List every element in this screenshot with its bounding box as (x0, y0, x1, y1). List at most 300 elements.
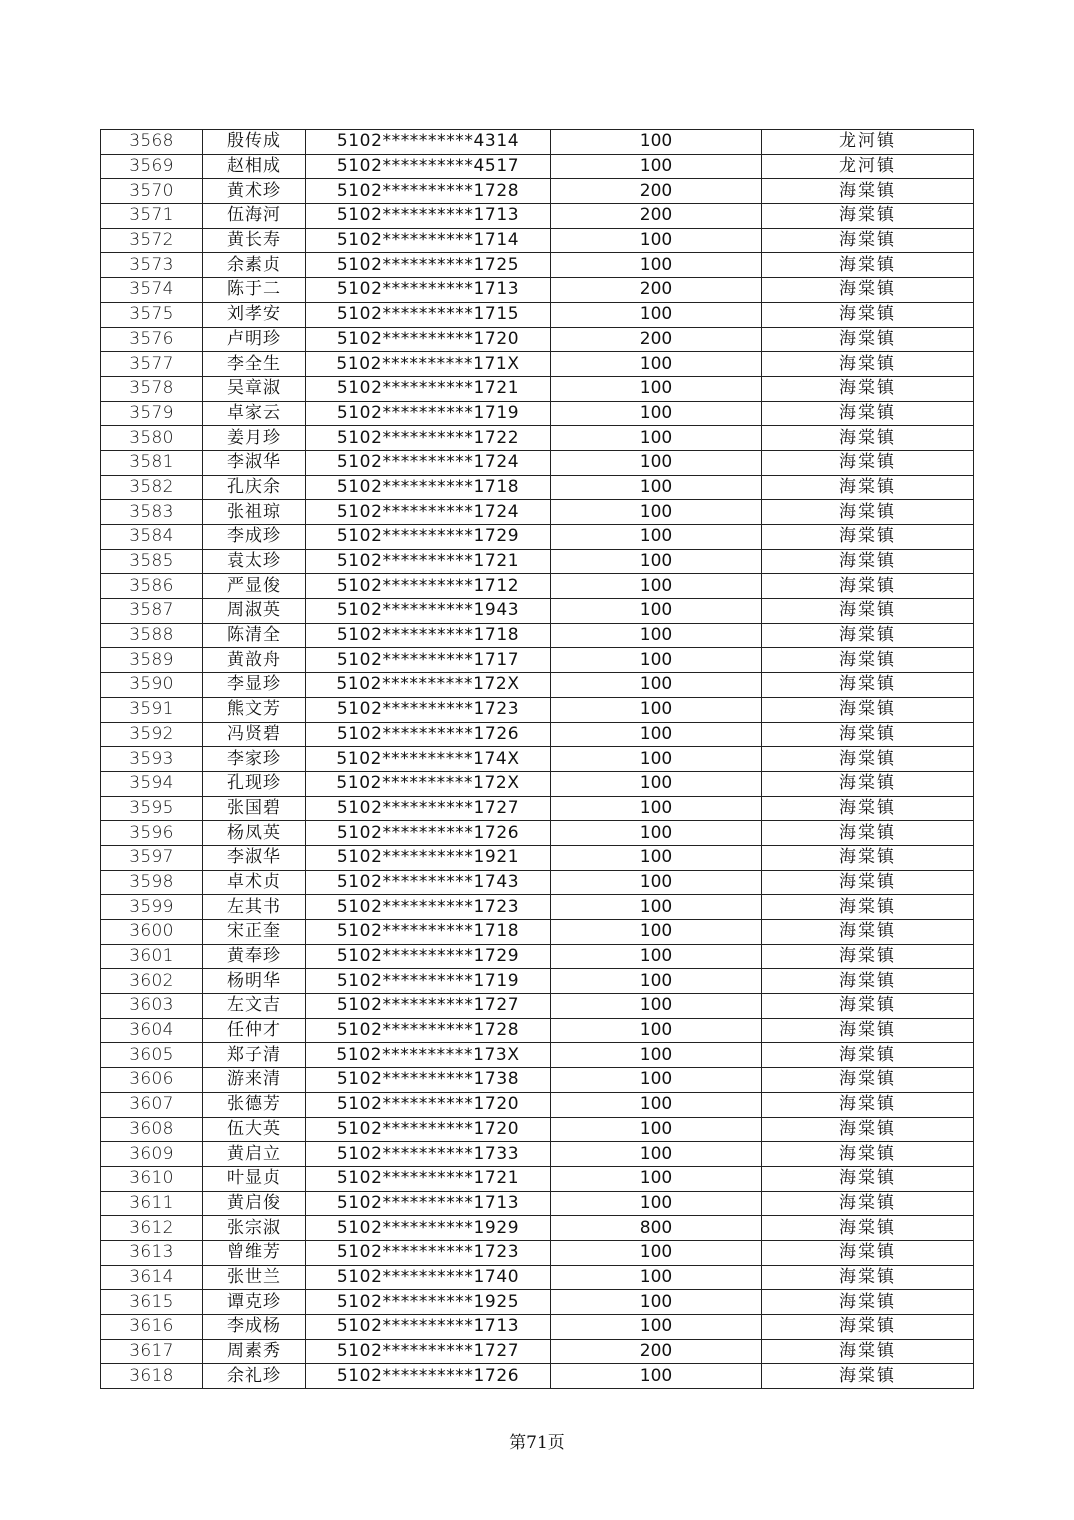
id-number-cell: 5102**********1721 (306, 1166, 551, 1191)
table-row (101, 1339, 974, 1364)
town-cell: 海棠镇 (762, 1142, 974, 1167)
amount-cell: 200 (551, 278, 762, 303)
amount-cell: 100 (551, 1364, 762, 1389)
town-cell: 海棠镇 (762, 1068, 974, 1093)
row-number-cell: 3582 (101, 475, 203, 500)
row-number-cell: 3585 (101, 549, 203, 574)
town-cell: 海棠镇 (762, 1364, 974, 1389)
amount-cell: 100 (551, 722, 762, 747)
id-number-cell: 5102**********1943 (306, 599, 551, 624)
town-cell: 海棠镇 (762, 845, 974, 870)
row-number-cell: 3610 (101, 1166, 203, 1191)
table-row (101, 920, 974, 945)
town-cell: 海棠镇 (762, 870, 974, 895)
row-number-cell: 3574 (101, 278, 203, 303)
amount-cell: 100 (551, 870, 762, 895)
town-cell: 海棠镇 (762, 1166, 974, 1191)
name-cell: 黄长寿 (203, 228, 306, 253)
table-row (101, 1018, 974, 1043)
amount-cell: 100 (551, 574, 762, 599)
table-row (101, 450, 974, 475)
id-number-cell: 5102**********1729 (306, 944, 551, 969)
table-row (101, 969, 974, 994)
amount-cell: 100 (551, 154, 762, 179)
id-number-cell: 5102**********172X (306, 673, 551, 698)
name-cell: 吴章淑 (203, 376, 306, 401)
table-row (101, 821, 974, 846)
name-cell: 孔庆余 (203, 475, 306, 500)
name-cell: 黄术珍 (203, 179, 306, 204)
row-number-cell: 3608 (101, 1117, 203, 1142)
table-row (101, 278, 974, 303)
table-row (101, 870, 974, 895)
id-number-cell: 5102**********1715 (306, 302, 551, 327)
amount-cell: 100 (551, 376, 762, 401)
table-row (101, 673, 974, 698)
name-cell: 陈清全 (203, 623, 306, 648)
table-row (101, 1191, 974, 1216)
row-number-cell: 3576 (101, 327, 203, 352)
id-number-cell: 5102**********1727 (306, 1339, 551, 1364)
town-cell: 海棠镇 (762, 327, 974, 352)
row-number-cell: 3570 (101, 179, 203, 204)
name-cell: 伍大英 (203, 1117, 306, 1142)
name-cell: 谭克珍 (203, 1290, 306, 1315)
row-number-cell: 3596 (101, 821, 203, 846)
name-cell: 冯贤碧 (203, 722, 306, 747)
amount-cell: 100 (551, 920, 762, 945)
row-number-cell: 3606 (101, 1068, 203, 1093)
town-cell: 海棠镇 (762, 771, 974, 796)
town-cell: 海棠镇 (762, 994, 974, 1019)
id-number-cell: 5102**********1718 (306, 475, 551, 500)
row-number-cell: 3592 (101, 722, 203, 747)
id-number-cell: 5102**********1719 (306, 401, 551, 426)
town-cell: 海棠镇 (762, 475, 974, 500)
row-number-cell: 3569 (101, 154, 203, 179)
table-row (101, 574, 974, 599)
id-number-cell: 5102**********1714 (306, 228, 551, 253)
row-number-cell: 3584 (101, 525, 203, 550)
amount-cell: 100 (551, 771, 762, 796)
name-cell: 姜月珍 (203, 426, 306, 451)
amount-cell: 100 (551, 673, 762, 698)
amount-cell: 100 (551, 1191, 762, 1216)
id-number-cell: 5102**********1713 (306, 204, 551, 229)
id-number-cell: 5102**********1726 (306, 821, 551, 846)
name-cell: 张宗淑 (203, 1216, 306, 1241)
town-cell: 龙河镇 (762, 154, 974, 179)
table-row (101, 352, 974, 377)
name-cell: 周淑英 (203, 599, 306, 624)
row-number-cell: 3600 (101, 920, 203, 945)
name-cell: 郑子清 (203, 1043, 306, 1068)
town-cell: 海棠镇 (762, 1240, 974, 1265)
amount-cell: 100 (551, 450, 762, 475)
town-cell: 海棠镇 (762, 352, 974, 377)
id-number-cell: 5102**********1925 (306, 1290, 551, 1315)
id-number-cell: 5102**********1717 (306, 648, 551, 673)
name-cell: 游来清 (203, 1068, 306, 1093)
name-cell: 杨明华 (203, 969, 306, 994)
name-cell: 余礼珍 (203, 1364, 306, 1389)
amount-cell: 100 (551, 475, 762, 500)
row-number-cell: 3571 (101, 204, 203, 229)
name-cell: 孔现珍 (203, 771, 306, 796)
id-number-cell: 5102**********1721 (306, 549, 551, 574)
row-number-cell: 3579 (101, 401, 203, 426)
row-number-cell: 3607 (101, 1092, 203, 1117)
name-cell: 张德芳 (203, 1092, 306, 1117)
table-row (101, 994, 974, 1019)
row-number-cell: 3616 (101, 1315, 203, 1340)
id-number-cell: 5102**********1723 (306, 895, 551, 920)
id-number-cell: 5102**********1713 (306, 278, 551, 303)
name-cell: 左其书 (203, 895, 306, 920)
row-number-cell: 3588 (101, 623, 203, 648)
amount-cell: 100 (551, 944, 762, 969)
table-row (101, 944, 974, 969)
table-row (101, 154, 974, 179)
table-row (101, 130, 974, 155)
amount-cell: 100 (551, 1265, 762, 1290)
id-number-cell: 5102**********172X (306, 771, 551, 796)
table-row (101, 1166, 974, 1191)
id-number-cell: 5102**********171X (306, 352, 551, 377)
amount-cell: 100 (551, 796, 762, 821)
amount-cell: 100 (551, 1092, 762, 1117)
name-cell: 伍海河 (203, 204, 306, 229)
id-number-cell: 5102**********1728 (306, 1018, 551, 1043)
table-row (101, 1240, 974, 1265)
name-cell: 袁太珍 (203, 549, 306, 574)
amount-cell: 100 (551, 697, 762, 722)
town-cell: 海棠镇 (762, 228, 974, 253)
town-cell: 海棠镇 (762, 253, 974, 278)
id-number-cell: 5102**********1929 (306, 1216, 551, 1241)
town-cell: 海棠镇 (762, 426, 974, 451)
amount-cell: 100 (551, 994, 762, 1019)
town-cell: 海棠镇 (762, 1339, 974, 1364)
amount-cell: 100 (551, 1117, 762, 1142)
town-cell: 海棠镇 (762, 278, 974, 303)
id-number-cell: 5102**********1718 (306, 920, 551, 945)
table-row (101, 697, 974, 722)
amount-cell: 100 (551, 648, 762, 673)
table-row (101, 1315, 974, 1340)
row-number-cell: 3613 (101, 1240, 203, 1265)
town-cell: 海棠镇 (762, 1018, 974, 1043)
id-number-cell: 5102**********1726 (306, 722, 551, 747)
town-cell: 海棠镇 (762, 1092, 974, 1117)
row-number-cell: 3609 (101, 1142, 203, 1167)
table-row (101, 500, 974, 525)
amount-cell: 100 (551, 302, 762, 327)
name-cell: 熊文芳 (203, 697, 306, 722)
town-cell: 海棠镇 (762, 1191, 974, 1216)
amount-cell: 200 (551, 179, 762, 204)
row-number-cell: 3617 (101, 1339, 203, 1364)
town-cell: 海棠镇 (762, 1117, 974, 1142)
name-cell: 李淑华 (203, 845, 306, 870)
town-cell: 海棠镇 (762, 1216, 974, 1241)
id-number-cell: 5102**********1721 (306, 376, 551, 401)
row-number-cell: 3573 (101, 253, 203, 278)
name-cell: 张祖琼 (203, 500, 306, 525)
amount-cell: 200 (551, 204, 762, 229)
amount-cell: 100 (551, 253, 762, 278)
name-cell: 周素秀 (203, 1339, 306, 1364)
town-cell: 海棠镇 (762, 179, 974, 204)
town-cell: 海棠镇 (762, 747, 974, 772)
name-cell: 李家珍 (203, 747, 306, 772)
id-number-cell: 5102**********1720 (306, 1092, 551, 1117)
id-number-cell: 5102**********1723 (306, 697, 551, 722)
town-cell: 海棠镇 (762, 599, 974, 624)
name-cell: 李全生 (203, 352, 306, 377)
row-number-cell: 3603 (101, 994, 203, 1019)
amount-cell: 100 (551, 1166, 762, 1191)
table-row (101, 1265, 974, 1290)
amount-cell: 100 (551, 1018, 762, 1043)
id-number-cell: 5102**********173X (306, 1043, 551, 1068)
table-row (101, 1043, 974, 1068)
town-cell: 海棠镇 (762, 376, 974, 401)
table-row (101, 1364, 974, 1389)
name-cell: 严显俊 (203, 574, 306, 599)
town-cell: 海棠镇 (762, 1265, 974, 1290)
amount-cell: 100 (551, 845, 762, 870)
town-cell: 海棠镇 (762, 796, 974, 821)
amount-cell: 100 (551, 549, 762, 574)
name-cell: 余素贞 (203, 253, 306, 278)
table-row (101, 204, 974, 229)
id-number-cell: 5102**********1713 (306, 1315, 551, 1340)
table-row (101, 549, 974, 574)
name-cell: 卢明珍 (203, 327, 306, 352)
id-number-cell: 5102**********1720 (306, 1117, 551, 1142)
town-cell: 海棠镇 (762, 673, 974, 698)
id-number-cell: 5102**********4314 (306, 130, 551, 155)
table-row (101, 1117, 974, 1142)
amount-cell: 100 (551, 130, 762, 155)
amount-cell: 100 (551, 747, 762, 772)
name-cell: 赵相成 (203, 154, 306, 179)
id-number-cell: 5102**********1728 (306, 179, 551, 204)
amount-cell: 100 (551, 599, 762, 624)
table-row (101, 895, 974, 920)
name-cell: 李淑华 (203, 450, 306, 475)
town-cell: 海棠镇 (762, 204, 974, 229)
table-row (101, 1142, 974, 1167)
row-number-cell: 3618 (101, 1364, 203, 1389)
id-number-cell: 5102**********1733 (306, 1142, 551, 1167)
row-number-cell: 3575 (101, 302, 203, 327)
town-cell: 海棠镇 (762, 722, 974, 747)
amount-cell: 100 (551, 1290, 762, 1315)
town-cell: 海棠镇 (762, 549, 974, 574)
row-number-cell: 3612 (101, 1216, 203, 1241)
name-cell: 宋正奎 (203, 920, 306, 945)
table-row (101, 525, 974, 550)
id-number-cell: 5102**********1724 (306, 450, 551, 475)
table-row (101, 771, 974, 796)
table-row (101, 722, 974, 747)
amount-cell: 100 (551, 228, 762, 253)
amount-cell: 100 (551, 1315, 762, 1340)
amount-cell: 100 (551, 401, 762, 426)
name-cell: 任仲才 (203, 1018, 306, 1043)
id-number-cell: 5102**********4517 (306, 154, 551, 179)
row-number-cell: 3577 (101, 352, 203, 377)
table-row (101, 426, 974, 451)
row-number-cell: 3615 (101, 1290, 203, 1315)
row-number-cell: 3590 (101, 673, 203, 698)
name-cell: 刘孝安 (203, 302, 306, 327)
row-number-cell: 3589 (101, 648, 203, 673)
amount-cell: 100 (551, 500, 762, 525)
roster-table-body (101, 130, 974, 1389)
amount-cell: 100 (551, 1068, 762, 1093)
name-cell: 叶显贞 (203, 1166, 306, 1191)
name-cell: 张世兰 (203, 1265, 306, 1290)
table-row (101, 179, 974, 204)
table-row (101, 1068, 974, 1093)
name-cell: 黄启俊 (203, 1191, 306, 1216)
page-number: 第71页 (509, 1433, 565, 1453)
row-number-cell: 3591 (101, 697, 203, 722)
table-row (101, 648, 974, 673)
row-number-cell: 3572 (101, 228, 203, 253)
id-number-cell: 5102**********1727 (306, 796, 551, 821)
id-number-cell: 5102**********1726 (306, 1364, 551, 1389)
name-cell: 李显珍 (203, 673, 306, 698)
town-cell: 龙河镇 (762, 130, 974, 155)
id-number-cell: 5102**********1719 (306, 969, 551, 994)
row-number-cell: 3614 (101, 1265, 203, 1290)
row-number-cell: 3586 (101, 574, 203, 599)
town-cell: 海棠镇 (762, 895, 974, 920)
town-cell: 海棠镇 (762, 1315, 974, 1340)
town-cell: 海棠镇 (762, 623, 974, 648)
amount-cell: 100 (551, 1240, 762, 1265)
name-cell: 左文吉 (203, 994, 306, 1019)
row-number-cell: 3583 (101, 500, 203, 525)
amount-cell: 200 (551, 327, 762, 352)
row-number-cell: 3587 (101, 599, 203, 624)
id-number-cell: 5102**********1720 (306, 327, 551, 352)
id-number-cell: 5102**********1743 (306, 870, 551, 895)
row-number-cell: 3594 (101, 771, 203, 796)
row-number-cell: 3597 (101, 845, 203, 870)
table-row (101, 747, 974, 772)
id-number-cell: 5102**********1740 (306, 1265, 551, 1290)
town-cell: 海棠镇 (762, 697, 974, 722)
town-cell: 海棠镇 (762, 920, 974, 945)
row-number-cell: 3568 (101, 130, 203, 155)
town-cell: 海棠镇 (762, 944, 974, 969)
name-cell: 黄启立 (203, 1142, 306, 1167)
roster-table (100, 129, 974, 1389)
table-row (101, 327, 974, 352)
row-number-cell: 3605 (101, 1043, 203, 1068)
town-cell: 海棠镇 (762, 401, 974, 426)
row-number-cell: 3593 (101, 747, 203, 772)
row-number-cell: 3599 (101, 895, 203, 920)
id-number-cell: 5102**********1738 (306, 1068, 551, 1093)
town-cell: 海棠镇 (762, 648, 974, 673)
table-row (101, 845, 974, 870)
id-number-cell: 5102**********1729 (306, 525, 551, 550)
amount-cell: 100 (551, 821, 762, 846)
name-cell: 李成杨 (203, 1315, 306, 1340)
town-cell: 海棠镇 (762, 969, 974, 994)
name-cell: 黄敨舟 (203, 648, 306, 673)
row-number-cell: 3580 (101, 426, 203, 451)
id-number-cell: 5102**********1723 (306, 1240, 551, 1265)
table-row (101, 302, 974, 327)
amount-cell: 100 (551, 969, 762, 994)
id-number-cell: 5102**********1712 (306, 574, 551, 599)
amount-cell: 100 (551, 352, 762, 377)
table-row (101, 376, 974, 401)
row-number-cell: 3601 (101, 944, 203, 969)
table-row (101, 1092, 974, 1117)
town-cell: 海棠镇 (762, 302, 974, 327)
table-row (101, 401, 974, 426)
amount-cell: 100 (551, 1142, 762, 1167)
id-number-cell: 5102**********1713 (306, 1191, 551, 1216)
row-number-cell: 3602 (101, 969, 203, 994)
table-row (101, 228, 974, 253)
name-cell: 殷传成 (203, 130, 306, 155)
amount-cell: 200 (551, 1339, 762, 1364)
id-number-cell: 5102**********1724 (306, 500, 551, 525)
table-row (101, 1290, 974, 1315)
id-number-cell: 5102**********1921 (306, 845, 551, 870)
town-cell: 海棠镇 (762, 1290, 974, 1315)
town-cell: 海棠镇 (762, 525, 974, 550)
amount-cell: 100 (551, 623, 762, 648)
amount-cell: 100 (551, 525, 762, 550)
town-cell: 海棠镇 (762, 1043, 974, 1068)
table-row (101, 253, 974, 278)
table-row (101, 475, 974, 500)
id-number-cell: 5102**********1725 (306, 253, 551, 278)
row-number-cell: 3611 (101, 1191, 203, 1216)
row-number-cell: 3578 (101, 376, 203, 401)
name-cell: 卓术贞 (203, 870, 306, 895)
name-cell: 杨凤英 (203, 821, 306, 846)
row-number-cell: 3595 (101, 796, 203, 821)
row-number-cell: 3581 (101, 450, 203, 475)
id-number-cell: 5102**********1718 (306, 623, 551, 648)
amount-cell: 800 (551, 1216, 762, 1241)
name-cell: 陈于二 (203, 278, 306, 303)
table-row (101, 1216, 974, 1241)
id-number-cell: 5102**********174X (306, 747, 551, 772)
id-number-cell: 5102**********1722 (306, 426, 551, 451)
town-cell: 海棠镇 (762, 821, 974, 846)
name-cell: 张国碧 (203, 796, 306, 821)
name-cell: 曾维芳 (203, 1240, 306, 1265)
name-cell: 李成珍 (203, 525, 306, 550)
table-row (101, 623, 974, 648)
name-cell: 黄奉珍 (203, 944, 306, 969)
town-cell: 海棠镇 (762, 574, 974, 599)
table-row (101, 796, 974, 821)
id-number-cell: 5102**********1727 (306, 994, 551, 1019)
